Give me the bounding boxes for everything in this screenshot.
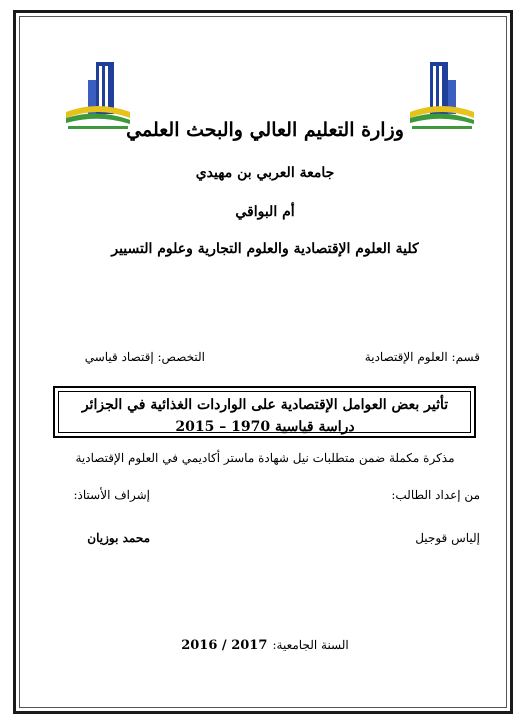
supervisor-name: محمد بوزيان <box>87 531 150 545</box>
academic-year-label: السنة الجامعية: <box>272 638 349 652</box>
specialty-label: التخصص: إقتصاد قياسي <box>84 350 205 364</box>
department-label: قسم: العلوم الإقتصادية <box>364 350 480 364</box>
ministry-title: وزارة التعليم العالي والبحث العلمي <box>126 119 404 141</box>
academic-year <box>0 636 530 652</box>
university-name: جامعة العربي بن مهيدي <box>195 165 335 181</box>
supervisor-label: إشراف الأستاذ: <box>73 488 150 502</box>
thesis-title-line1: تأثير بعض العوامل الإقتصادية على الواردات الغذائية في الجزائر <box>81 397 449 413</box>
student-label: من إعداد الطالب: <box>391 488 480 502</box>
student-name: إلياس قوجيل <box>415 531 480 545</box>
faculty-name: كلية العلوم الإقتصادية والعلوم التجارية وعلوم التسيير <box>111 241 419 257</box>
thesis-subtitle: مذكرة مكملة ضمن متطلبات نيل شهادة ماستر أكاديمي في العلوم الإقتصادية <box>75 451 455 465</box>
academic-year-value: 2016 / 2017 <box>181 638 268 653</box>
city-name: أم البواقي <box>235 204 295 220</box>
thesis-title-line2: دراسة قياسية 1970 – 2015 <box>175 419 355 435</box>
